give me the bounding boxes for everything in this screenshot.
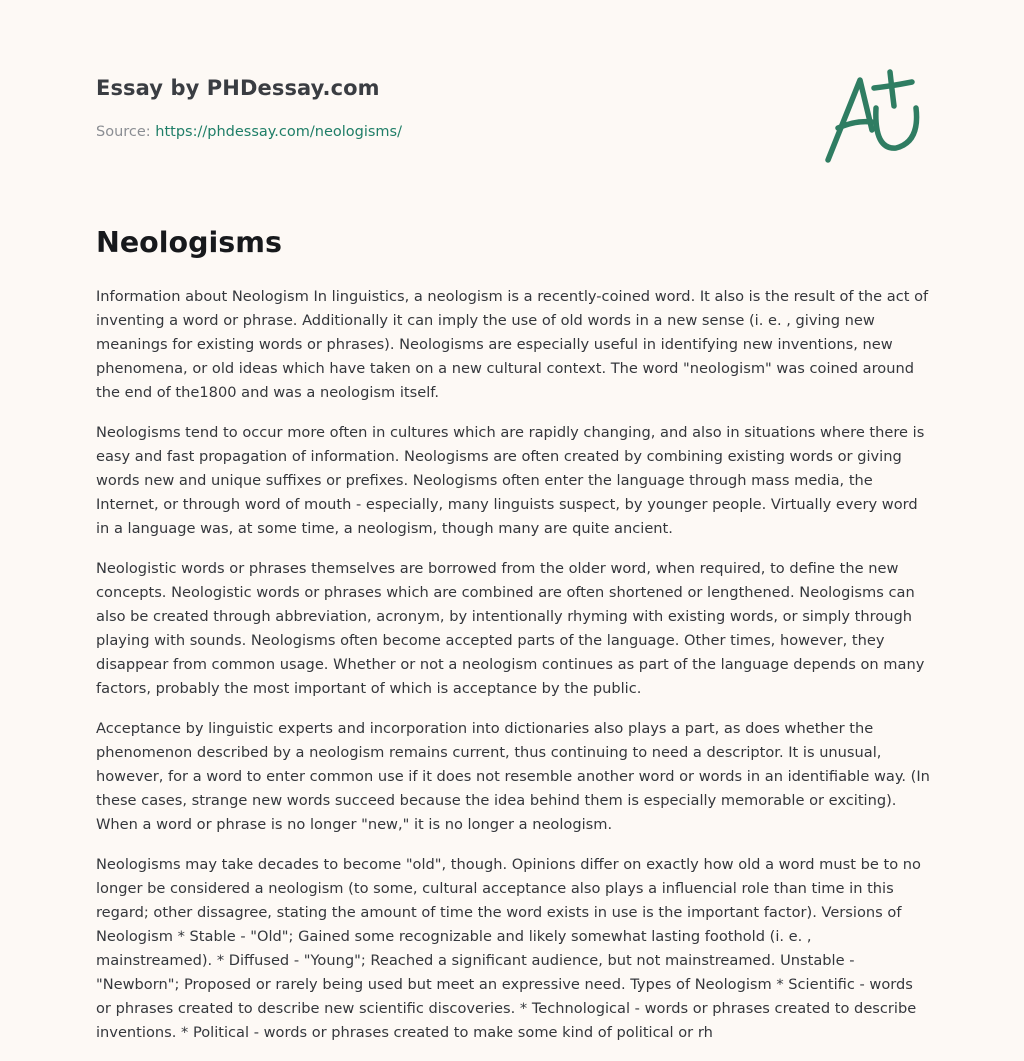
essay-paragraph: Information about Neologism In linguistics, a neologism is a recently-coined word. It also is the result of the act of inventing a word or phrase. Additionally it can imply the use of old words in a new sense (i. e. , giving new meanings for existing words or phrases). Neologisms are especially useful in identifying new inventions, new phenomena, or old ideas which have taken on a new cultural context. The word "neologism" was coined around the end of the1800 and was a neologism itself. <box>96 288 929 401</box>
essay-page <box>96 0 930 1060</box>
brand-title: Essay by PHDessay.com <box>96 76 380 100</box>
page-header <box>96 0 930 180</box>
source-link[interactable]: https://phdessay.com/neologisms/ <box>155 124 402 140</box>
essay-body <box>96 285 930 1061</box>
essay-title: Neologisms <box>96 226 282 259</box>
essay-paragraph: Neologistic words or phrases themselves are borrowed from the older word, when required, to define the new concepts. Neologistic words or phrases which are combined are often shortened or lengthened. Neologisms can also be created through abbreviation, acronym, by intentionally rhyming with existing words, or simply through playing with sounds. Neologisms often become accepted parts of the language. Other times, however, they disappear from common usage. Whether or not a neologism continues as part of the language depends on many factors, probably the most important of which is acceptance by the public. <box>96 560 925 697</box>
a-plus-logo-icon <box>824 68 924 164</box>
essay-paragraph: Neologisms may take decades to become "old", though. Opinions differ on exactly how old a word must be to no longer be considered a neologism (to some, cultural acceptance also plays a influencial role than time in this regard; other dissagree, stating the amount of time the word exists in use is the important factor). Versions of Neologism * Stable - "Old"; Gained some recognizable and likely somewhat lasting foothold (i. e. , mainstreamed). * Diffused - "Young"; Reached a significant audience, but not mainstreamed. Unstable - "Newborn"; Proposed or rarely being used but meet an expressive need. Types of Neologism * Scientific - words or phrases created to describe new scientific discoveries. * Technological - words or phrases created to describe inventions. * Political - words or phrases created to make some kind of political or rh <box>96 856 921 1041</box>
essay-paragraph: Acceptance by linguistic experts and incorporation into dictionaries also plays a part, as does whether the phenomenon described by a neologism remains current, thus continuing to need a descriptor. It is unusual, however, for a word to enter common use if it does not resemble another word or words in an identifiable way. (In these cases, strange new words succeed because the idea behind them is especially memorable or exciting). When a word or phrase is no longer "new," it is no longer a neologism. <box>96 720 930 833</box>
source-label: Source: <box>96 124 151 140</box>
essay-paragraph: Neologisms tend to occur more often in cultures which are rapidly changing, and also in situations where there is easy and fast propagation of information. Neologisms are often created by combining existing words or giving words new and unique suffixes or prefixes. Neologisms often enter the language through mass media, the Internet, or through word of mouth - especially, many linguists suspect, by younger people. Virtually every word in a language was, at some time, a neologism, though many are quite ancient. <box>96 424 925 537</box>
source-line <box>96 124 402 140</box>
